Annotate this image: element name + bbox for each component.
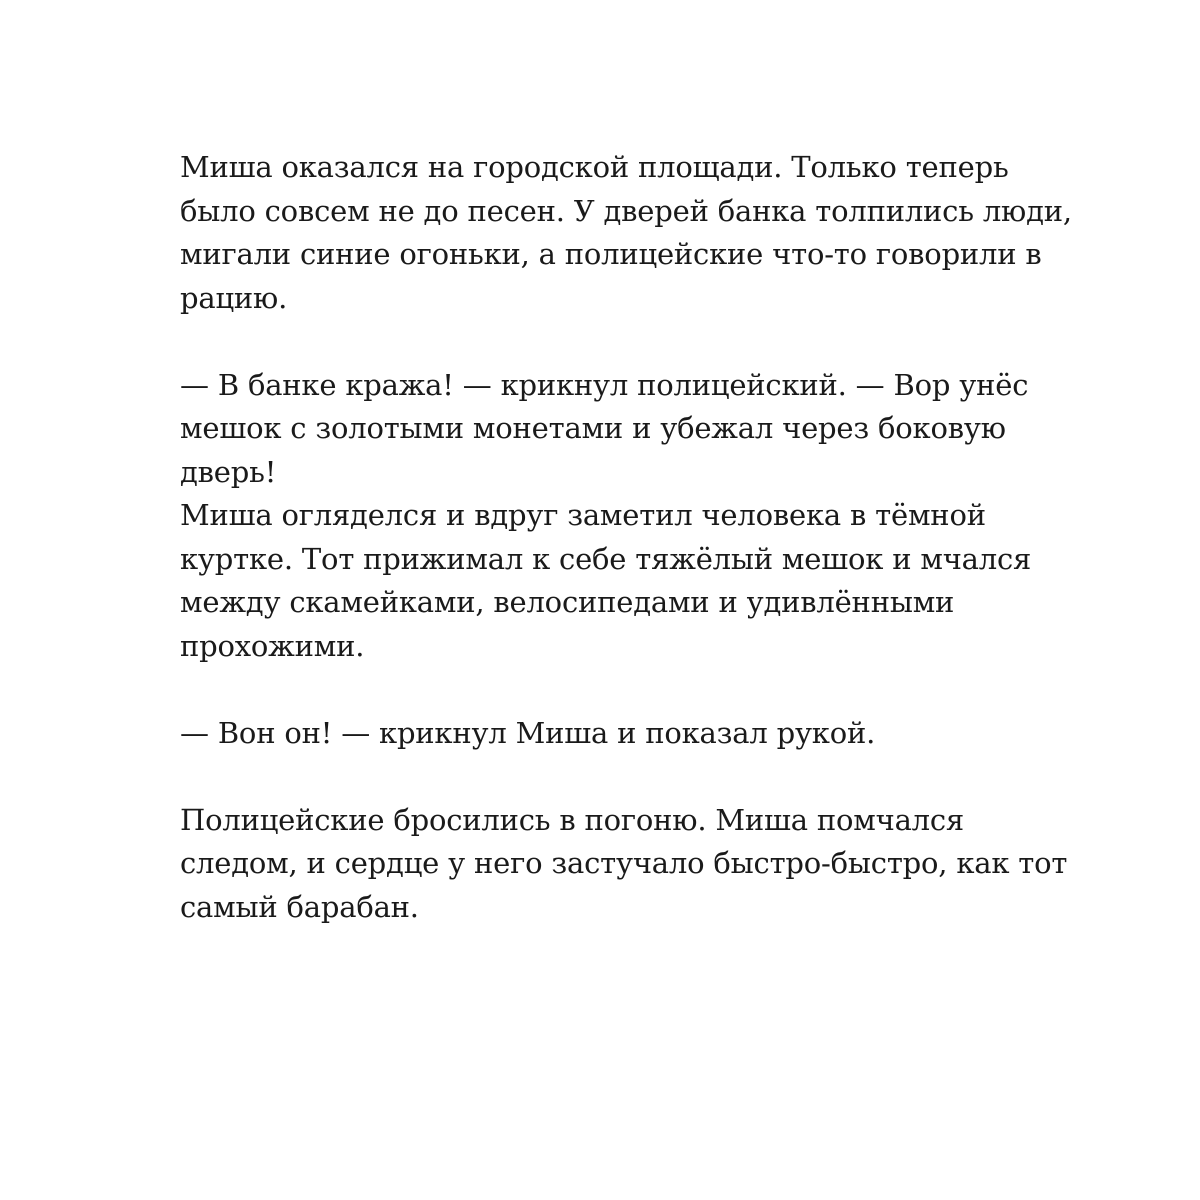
text-line: мигали синие огоньки, а полицейские что-то говорили в xyxy=(180,237,1042,271)
paragraph-gap xyxy=(180,320,1080,364)
paragraph-gap xyxy=(180,755,1080,799)
text-line: Полицейские бросились в погоню. Миша помчался xyxy=(180,802,965,837)
story-text xyxy=(180,146,1080,929)
text-line: между скамейками, велосипедами и удивлёнными xyxy=(180,585,955,619)
paragraph-theft xyxy=(180,364,1080,669)
text-line: рацию. xyxy=(180,280,288,315)
text-line: дверь! xyxy=(180,454,277,489)
text-line: Миша оказался на городской площади. Только теперь xyxy=(180,150,1009,184)
text-line: — Вон он! — крикнул Миша и показал рукой. xyxy=(180,715,876,750)
text-line: было совсем не до песен. У дверей банка толпились люди, xyxy=(180,193,1072,228)
paragraph-shout xyxy=(180,712,1080,756)
text-line: — В банке кража! — крикнул полицейский. — Вор унёс xyxy=(180,367,1029,402)
paragraph-gap xyxy=(180,668,1080,712)
text-line: Миша огляделся и вдруг заметил человека в тёмной xyxy=(180,498,986,532)
text-line: прохожими. xyxy=(180,628,365,663)
text-line: следом, и сердце у него застучало быстро-быстро, как тот xyxy=(180,846,1068,880)
paragraph-chase xyxy=(180,799,1080,930)
text-line: мешок с золотыми монетами и убежал через боковую xyxy=(180,411,1006,445)
paragraph-arrival xyxy=(180,146,1080,320)
text-line: самый барабан. xyxy=(180,889,419,924)
text-line: куртке. Тот прижимал к себе тяжёлый мешок и мчался xyxy=(180,541,1032,576)
